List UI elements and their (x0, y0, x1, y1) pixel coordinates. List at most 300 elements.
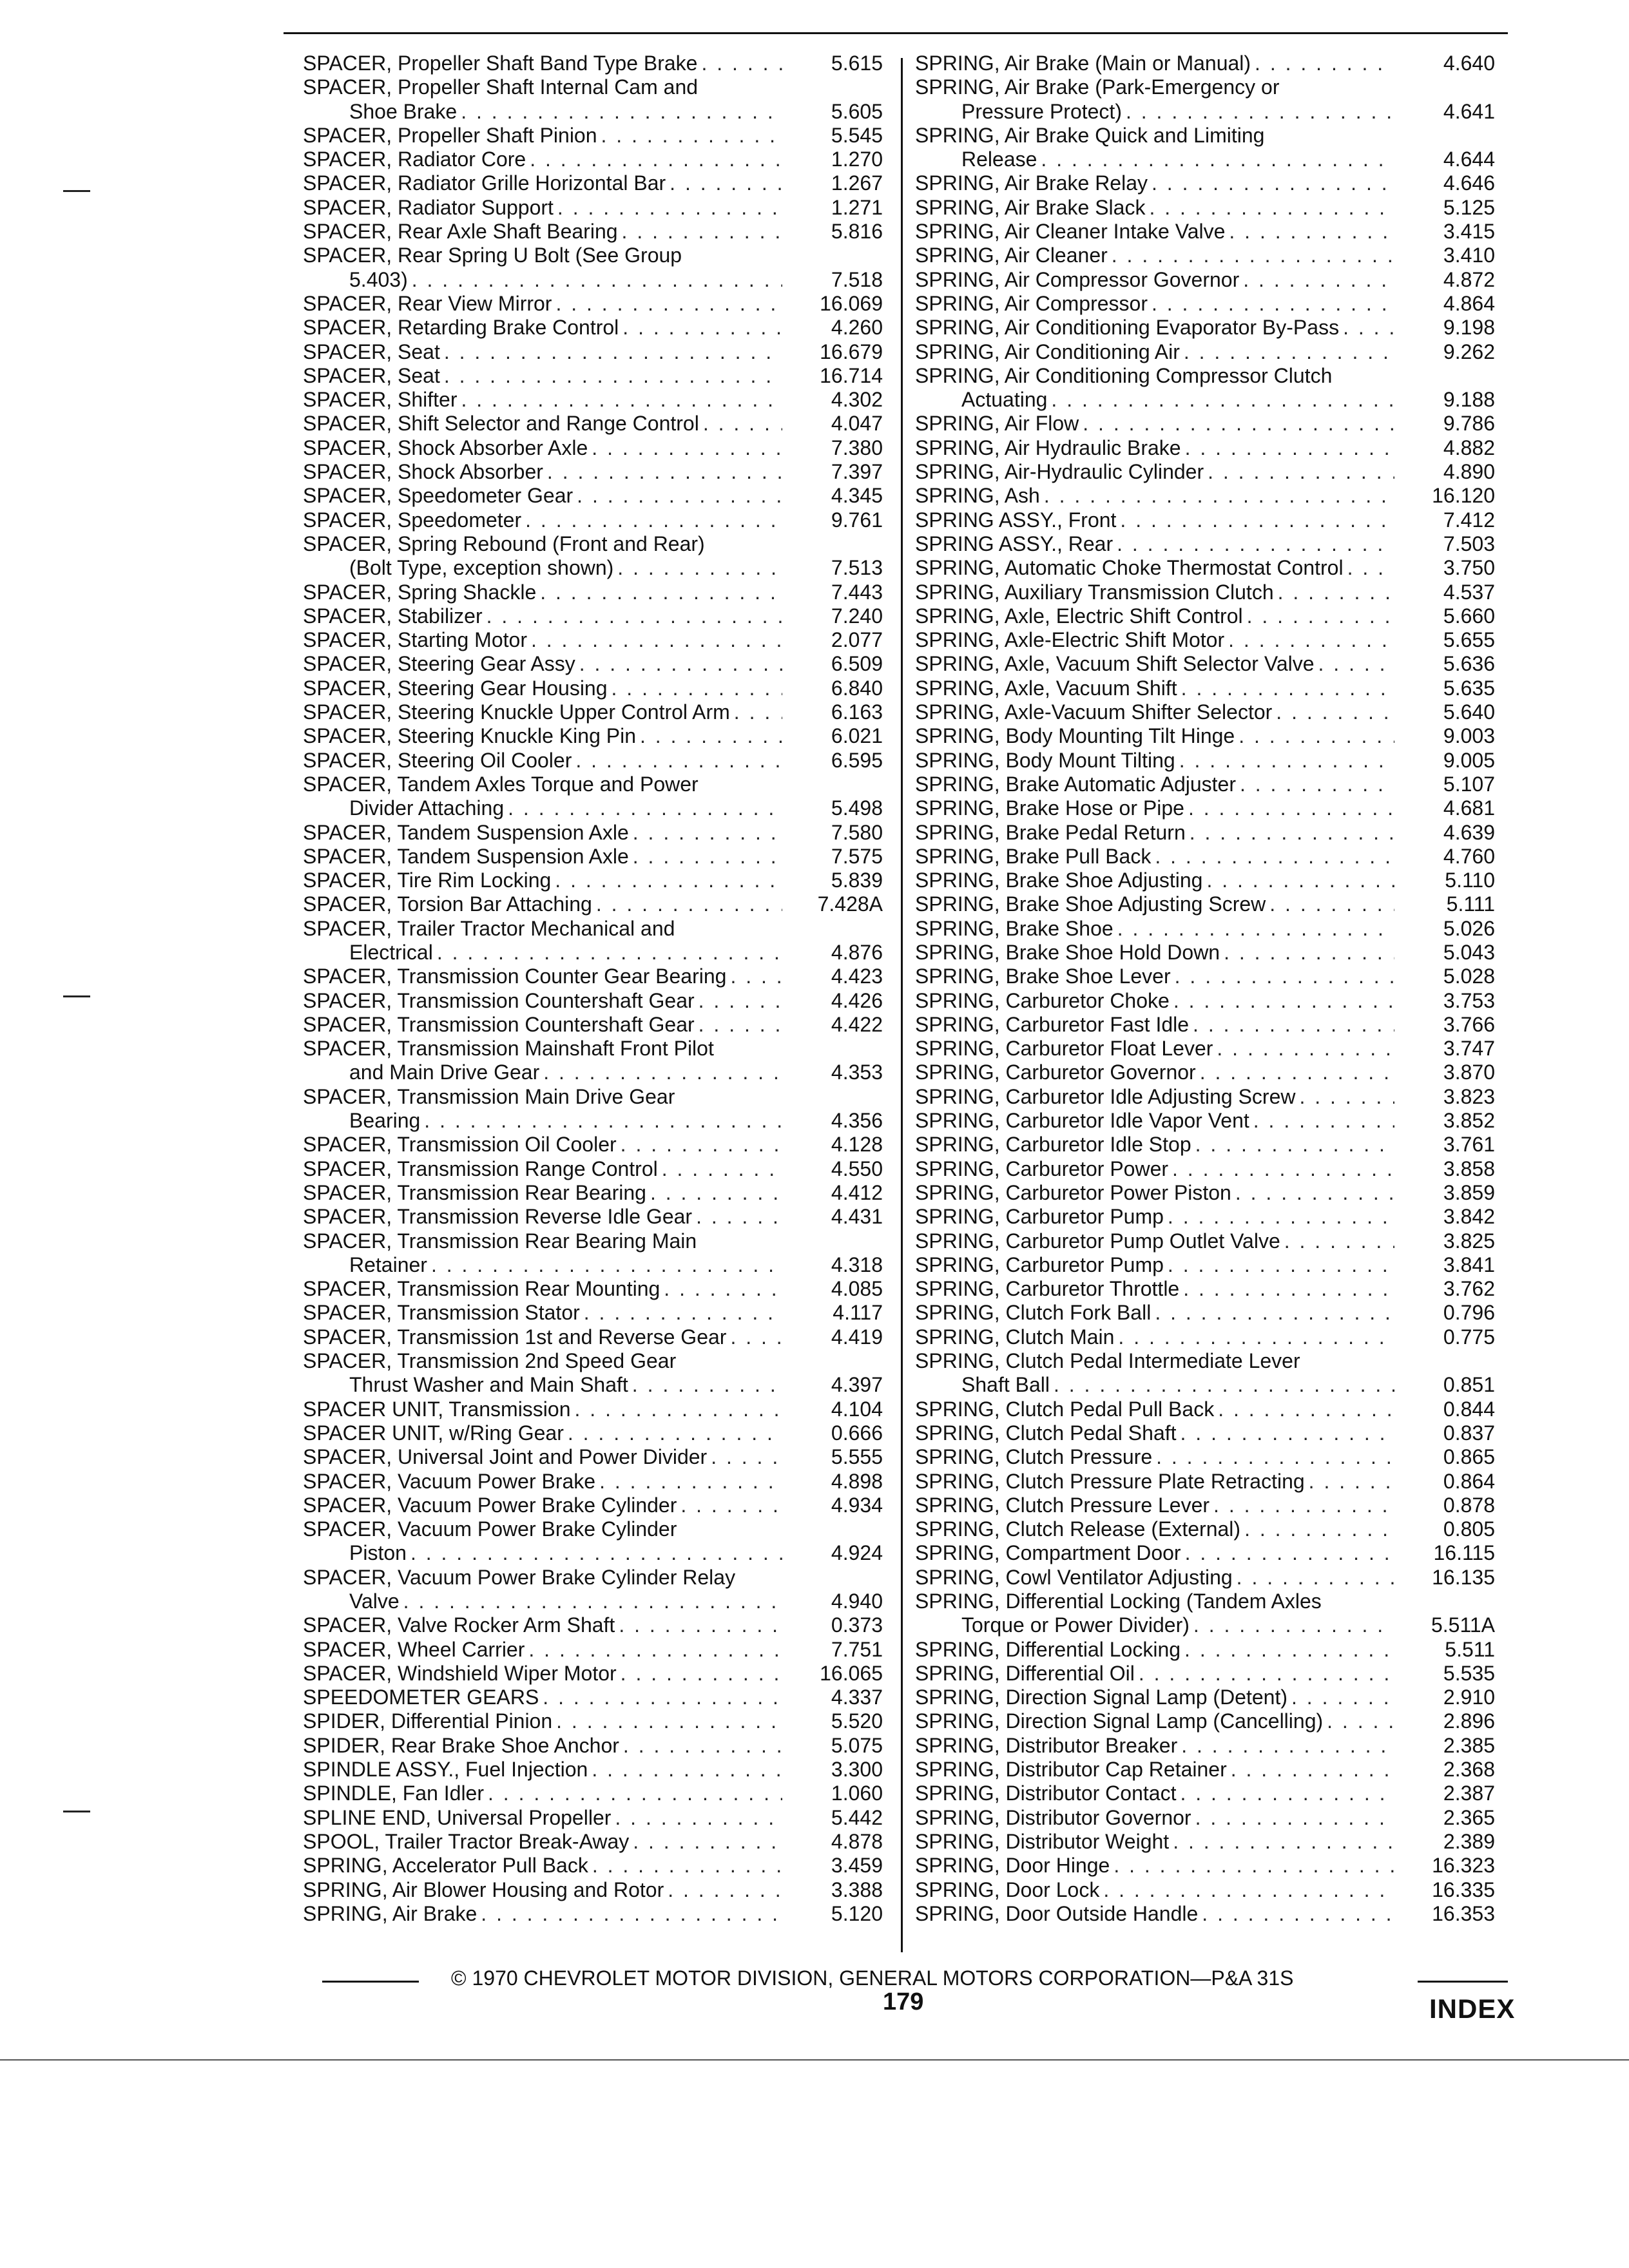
leader-dots (557, 196, 782, 220)
entry-text: SPACER, Speedometer Gear (303, 484, 574, 508)
section-reference: 4.641 (1443, 99, 1495, 123)
leader-dots (444, 364, 782, 388)
leader-dots (575, 1398, 783, 1421)
margin-mark (63, 995, 90, 997)
section-reference: 2.389 (1443, 1829, 1495, 1853)
leader-dots (711, 1445, 782, 1469)
leader-dots (1149, 196, 1394, 220)
section-reference: 5.555 (831, 1445, 883, 1469)
index-entry (915, 1205, 1495, 1229)
section-reference: 5.107 (1443, 772, 1495, 796)
index-entry (915, 412, 1495, 436)
section-reference: 5.636 (1443, 652, 1495, 676)
leader-dots (592, 1854, 782, 1878)
leader-dots (1179, 749, 1394, 773)
section-reference: 0.796 (1443, 1301, 1495, 1325)
section-reference: 5.615 (831, 52, 883, 75)
leader-dots (617, 556, 782, 580)
index-entry (915, 604, 1495, 628)
section-reference: 0.864 (1443, 1469, 1495, 1493)
entry-text: SPACER, Transmission 1st and Reverse Gear (303, 1325, 727, 1349)
entry-text: SPACER, Transmission Reverse Idle Gear (303, 1205, 693, 1229)
index-entry (303, 148, 883, 171)
leader-dots (650, 1181, 782, 1205)
section-reference: 2.385 (1443, 1733, 1495, 1757)
leader-dots (1184, 1638, 1394, 1662)
index-entry (303, 1566, 883, 1614)
index-entry (915, 1566, 1495, 1590)
index-entry (915, 1085, 1495, 1109)
leader-dots (1152, 171, 1394, 195)
entry-text: SPRING, Differential Locking (915, 1637, 1181, 1661)
leader-dots (1120, 508, 1394, 532)
section-reference: 4.431 (831, 1205, 883, 1229)
section-reference: 9.761 (831, 508, 883, 532)
section-reference: 5.026 (1443, 916, 1495, 940)
leader-dots (555, 869, 782, 892)
entry-text: SPRING, Clutch Pressure Lever (915, 1493, 1210, 1517)
section-reference: 4.646 (1443, 171, 1495, 195)
entry-text: SPRING, Brake Hose or Pipe (915, 796, 1184, 820)
entry-text: 5.403) (349, 267, 408, 291)
index-entry (303, 124, 883, 148)
leader-dots (1224, 941, 1394, 965)
section-reference: 3.415 (1443, 220, 1495, 244)
entry-text: Shoe Brake (349, 99, 458, 123)
section-reference: 5.640 (1443, 700, 1495, 724)
index-entry (915, 1517, 1495, 1541)
leader-dots (556, 1709, 782, 1733)
index-entry (303, 1013, 883, 1037)
section-reference: 5.075 (831, 1733, 883, 1757)
section-reference: 7.575 (831, 844, 883, 868)
section-reference: 3.761 (1443, 1133, 1495, 1157)
index-entry (303, 1085, 883, 1133)
entry-text: SPRING, Brake Shoe Hold Down (915, 940, 1220, 964)
section-reference: 3.852 (1443, 1109, 1495, 1133)
leader-dots (619, 1613, 782, 1637)
index-entry (915, 1061, 1495, 1084)
entry-text: SPRING, Distributor Weight (915, 1829, 1170, 1853)
top-rule (284, 32, 1508, 34)
entry-text: SPACER, Shift Selector and Range Control (303, 412, 699, 436)
entry-text: SPRING, Compartment Door (915, 1541, 1181, 1565)
section-reference: 1.270 (831, 148, 883, 171)
entry-text: SPRING, Axle, Electric Shift Control (915, 604, 1243, 628)
section-reference: 4.260 (831, 316, 883, 340)
section-reference: 3.747 (1443, 1037, 1495, 1061)
entry-text: SPACER, Transmission Oil Cooler (303, 1133, 617, 1157)
entry-text: SPRING, Axle-Electric Shift Motor (915, 628, 1225, 652)
index-entry (915, 1709, 1495, 1733)
leader-dots (543, 1061, 782, 1084)
index-entry (915, 171, 1495, 195)
entry-text: SPRING, Air Brake (Main or Manual) (915, 52, 1251, 75)
leader-dots (1213, 1494, 1394, 1517)
entry-text: SPACER, Windshield Wiper Motor (303, 1661, 617, 1685)
index-entry (915, 316, 1495, 340)
entry-text: Divider Attaching (349, 796, 505, 820)
index-entry (303, 1229, 883, 1278)
section-reference: 4.640 (1443, 52, 1495, 75)
section-reference: 6.595 (831, 748, 883, 772)
index-entry (303, 1037, 883, 1085)
leader-dots (1117, 917, 1394, 941)
entry-text: SPACER, Shifter (303, 388, 458, 412)
section-reference: 2.365 (1443, 1805, 1495, 1829)
index-entry (915, 965, 1495, 988)
index-entry (303, 1517, 883, 1566)
index-entry (303, 460, 883, 484)
section-reference: 2.896 (1443, 1709, 1495, 1733)
leader-dots (1051, 388, 1394, 412)
index-entry (915, 1902, 1495, 1926)
entry-text: SPRING, Axle-Vacuum Shifter Selector (915, 700, 1273, 724)
entry-text: SPRING, Brake Shoe (915, 916, 1113, 940)
index-entry (915, 1830, 1495, 1854)
entry-text: SPRING, Air Conditioning Evaporator By-Pass (915, 316, 1340, 340)
leader-dots (1113, 1854, 1394, 1878)
entry-text: SPRING, Differential Locking (Tandem Axles (915, 1590, 1322, 1613)
leader-dots (410, 1541, 782, 1565)
section-reference: 4.085 (831, 1277, 883, 1301)
index-entry (303, 1782, 883, 1805)
leader-dots (623, 1734, 782, 1758)
section-reference: 4.537 (1443, 580, 1495, 604)
section-reference: 4.128 (831, 1133, 883, 1157)
entry-text: SPACER, Steering Knuckle Upper Control Arm (303, 700, 730, 724)
entry-text: SPACER, Universal Joint and Power Divider (303, 1445, 708, 1469)
entry-text: SPRING, Cowl Ventilator Adjusting (915, 1565, 1233, 1589)
entry-text: SPRING, Air Brake Slack (915, 195, 1146, 219)
section-reference: 6.163 (831, 700, 883, 724)
section-reference: 4.337 (831, 1686, 883, 1709)
leader-dots (1155, 1301, 1394, 1325)
leader-dots (1193, 1613, 1394, 1637)
entry-text: SPRING, Air Brake Relay (915, 171, 1148, 195)
index-entry (915, 1229, 1495, 1253)
entry-text: SPACER, Vacuum Power Brake Cylinder Relay (303, 1565, 736, 1589)
index-entry (915, 364, 1495, 412)
entry-text: SPACER, Propeller Shaft Pinion (303, 123, 597, 147)
leader-dots (1247, 604, 1394, 628)
index-entry (915, 869, 1495, 892)
entry-text: SPINDLE ASSY., Fuel Injection (303, 1758, 588, 1782)
leader-dots (730, 1325, 782, 1349)
section-reference: 0.851 (1443, 1373, 1495, 1397)
leader-dots (412, 268, 782, 292)
entry-text: SPACER, Rear Spring U Bolt (See Group (303, 244, 682, 267)
section-reference: 16.714 (820, 363, 883, 387)
index-entry (303, 1638, 883, 1662)
entry-text: SPACER, Transmission Main Drive Gear (303, 1084, 675, 1108)
leader-dots (1180, 1782, 1394, 1805)
entry-text: SPRING, Air Conditioning Air (915, 340, 1180, 363)
entry-text: SPRING, Air Brake (303, 1901, 477, 1925)
leader-dots (1202, 1902, 1394, 1926)
entry-text: SPACER, Transmission Rear Bearing (303, 1180, 646, 1204)
section-reference: 4.423 (831, 965, 883, 988)
index-entry (303, 1613, 883, 1637)
entry-text: SPACER, Transmission Counter Gear Bearing (303, 965, 727, 988)
index-entry (915, 292, 1495, 316)
index-entry (915, 1854, 1495, 1878)
leader-dots (734, 700, 782, 724)
index-entry (303, 412, 883, 436)
entry-text: SPACER, Transmission Rear Mounting (303, 1277, 660, 1301)
leader-dots (1291, 1686, 1394, 1709)
entry-text: SPACER, Transmission Countershaft Gear (303, 1012, 695, 1036)
entry-text: SPRING, Clutch Pedal Shaft (915, 1421, 1177, 1445)
index-entry (303, 677, 883, 700)
entry-text: SPIDER, Rear Brake Shoe Anchor (303, 1733, 619, 1757)
section-reference: 4.864 (1443, 291, 1495, 315)
leader-dots (488, 1782, 782, 1805)
leader-dots (1155, 845, 1394, 869)
section-reference: 7.443 (831, 580, 883, 604)
index-entry (303, 869, 883, 892)
entry-text: SPACER, Steering Gear Assy (303, 652, 575, 676)
leader-dots (547, 460, 782, 484)
leader-dots (461, 388, 782, 412)
section-reference: 4.924 (831, 1541, 883, 1565)
leader-dots (1200, 1061, 1394, 1084)
leader-dots (528, 1638, 782, 1662)
bottom-rule (0, 2059, 1629, 2061)
leader-dots (632, 1373, 782, 1397)
leader-dots (1347, 556, 1394, 580)
entry-text: SPRING ASSY., Rear (915, 532, 1113, 555)
leader-dots (703, 412, 782, 436)
index-entry (303, 340, 883, 364)
entry-text: Pressure Protect) (961, 99, 1122, 123)
section-reference: 2.077 (831, 628, 883, 652)
entry-text: Torque or Power Divider) (961, 1613, 1190, 1637)
index-entry (915, 1878, 1495, 1902)
leader-dots (601, 124, 782, 148)
entry-text: SPRING, Brake Shoe Adjusting (915, 869, 1203, 892)
leader-dots (592, 1758, 782, 1782)
entry-text: SPACER, Vacuum Power Brake (303, 1469, 596, 1493)
entry-text: Piston (349, 1541, 407, 1565)
section-reference: 5.511A (1431, 1613, 1495, 1637)
index-entry (915, 1686, 1495, 1709)
index-entry (915, 1758, 1495, 1782)
section-reference: 5.498 (831, 796, 883, 820)
leader-dots (1117, 532, 1394, 556)
index-entry (915, 244, 1495, 267)
leader-dots (530, 148, 782, 171)
entry-text: SPRING, Clutch Release (External) (915, 1517, 1241, 1541)
copyright-notice: © 1970 CHEVROLET MOTOR DIVISION, GENERAL MOTORS CORPORATION—P&A 31S (451, 1966, 1294, 1990)
leader-dots (1276, 700, 1394, 724)
section-reference: 2.910 (1443, 1686, 1495, 1709)
entry-text: SPACER UNIT, Transmission (303, 1397, 571, 1421)
section-reference: 7.428A (817, 892, 883, 916)
index-entry (303, 316, 883, 340)
index-entry (303, 1349, 883, 1398)
section-reference: 4.426 (831, 988, 883, 1012)
entry-text: SPRING, Axle, Vacuum Shift Selector Valve (915, 652, 1315, 676)
section-reference: 5.655 (1443, 628, 1495, 652)
leader-dots (1083, 412, 1394, 436)
entry-text: SPACER, Retarding Brake Control (303, 316, 619, 340)
index-entry (915, 436, 1495, 460)
index-entry (915, 1277, 1495, 1301)
section-reference: 9.198 (1443, 316, 1495, 340)
entry-text: SPACER, Tire Rim Locking (303, 869, 552, 892)
entry-text: SPRING, Carburetor Fast Idle (915, 1012, 1190, 1036)
entry-text: SPRING, Body Mount Tilting (915, 748, 1175, 772)
leader-dots (1181, 1734, 1394, 1758)
leader-dots (1208, 460, 1394, 484)
index-entry (915, 1494, 1495, 1517)
index-entry (915, 340, 1495, 364)
leader-dots (592, 436, 782, 460)
index-entry (303, 220, 883, 244)
entry-text: SPACER, Transmission Mainshaft Front Pilot (303, 1037, 714, 1061)
leader-dots (1044, 484, 1394, 508)
index-entry (303, 845, 883, 869)
leader-dots (487, 604, 782, 628)
leader-dots (1168, 1253, 1394, 1277)
index-entry (303, 965, 883, 988)
leader-dots (633, 845, 782, 869)
entry-text: SPACER, Radiator Grille Horizontal Bar (303, 171, 666, 195)
entry-text: SPACER, Speedometer (303, 508, 522, 532)
entry-text: SPACER, Transmission Rear Bearing Main (303, 1229, 697, 1253)
section-reference: 7.412 (1443, 508, 1495, 532)
entry-text: SPINDLE, Fan Idler (303, 1782, 484, 1805)
section-reference: 4.898 (831, 1469, 883, 1493)
index-entry (915, 1133, 1495, 1157)
index-entry (303, 1445, 883, 1469)
leader-dots (1195, 1806, 1394, 1830)
entry-text: SPRING, Air Flow (915, 412, 1079, 436)
section-reference: 16.120 (1432, 484, 1495, 508)
entry-text: SPACER, Radiator Core (303, 148, 526, 171)
entry-text: SPACER, Shock Absorber Axle (303, 436, 588, 459)
entry-text: SPRING, Air Cleaner (915, 244, 1108, 267)
entry-text: SPRING, Air Compressor Governor (915, 267, 1240, 291)
entry-text: SPRING, Distributor Governor (915, 1805, 1191, 1829)
entry-text: SPACER, Rear View Mirror (303, 291, 552, 315)
index-entry (915, 724, 1495, 748)
entry-text: SPRING, Clutch Main (915, 1325, 1115, 1349)
entry-text: Thrust Washer and Main Shaft (349, 1373, 628, 1397)
leader-dots (680, 1494, 782, 1517)
index-entry (915, 220, 1495, 244)
index-entry (303, 989, 883, 1013)
index-entry (303, 532, 883, 581)
leader-dots (1190, 821, 1394, 845)
index-entry (303, 724, 883, 748)
section-reference: 0.878 (1443, 1493, 1495, 1517)
entry-text: SPACER, Steering Gear Housing (303, 676, 608, 700)
section-reference: 0.837 (1443, 1421, 1495, 1445)
section-reference: 4.412 (831, 1180, 883, 1204)
section-reference: 5.660 (1443, 604, 1495, 628)
index-entry (915, 508, 1495, 532)
section-reference: 7.380 (831, 436, 883, 459)
leader-dots (1278, 581, 1394, 604)
leader-dots (1243, 268, 1394, 292)
section-reference: 6.509 (831, 652, 883, 676)
entry-text: SPRING, Clutch Pressure Plate Retracting (915, 1469, 1305, 1493)
entry-text: SPRING, Carburetor Power (915, 1157, 1169, 1180)
index-entry (915, 581, 1495, 604)
index-entry (303, 484, 883, 508)
section-reference: 4.940 (831, 1590, 883, 1613)
index-entry (915, 1734, 1495, 1758)
leader-dots (1218, 1398, 1394, 1421)
entry-text: SPRING, Carburetor Governor (915, 1061, 1196, 1084)
entry-text: SPRING, Carburetor Choke (915, 988, 1170, 1012)
index-entry (915, 484, 1495, 508)
index-entry (303, 1494, 883, 1517)
leader-dots (612, 677, 782, 700)
leader-dots (596, 892, 782, 916)
leader-dots (701, 52, 782, 75)
section-label: INDEX (1429, 1994, 1516, 2024)
index-entry (915, 845, 1495, 869)
section-reference: 3.842 (1443, 1205, 1495, 1229)
leader-dots (1184, 340, 1394, 364)
section-reference: 4.639 (1443, 820, 1495, 844)
leader-dots (1255, 52, 1394, 75)
index-entry (303, 892, 883, 916)
index-entry (915, 796, 1495, 820)
index-entry (915, 677, 1495, 700)
section-reference: 4.882 (1443, 436, 1495, 459)
entry-text: SPOOL, Trailer Tractor Break-Away (303, 1829, 630, 1853)
section-reference: 5.120 (831, 1901, 883, 1925)
leader-dots (696, 1205, 782, 1229)
section-reference: 16.135 (1432, 1565, 1495, 1589)
leader-dots (1118, 1325, 1394, 1349)
section-reference: 6.840 (831, 676, 883, 700)
entry-text: SPACER, Tandem Suspension Axle (303, 844, 629, 868)
index-entry (915, 1662, 1495, 1686)
index-entry (303, 292, 883, 316)
section-reference: 4.422 (831, 1012, 883, 1036)
right-index-column (915, 52, 1495, 1926)
leader-dots (444, 340, 782, 364)
section-reference: 3.825 (1443, 1229, 1495, 1253)
section-reference: 4.104 (831, 1397, 883, 1421)
leader-dots (1229, 220, 1394, 244)
index-entry (303, 1734, 883, 1758)
index-entry (915, 1157, 1495, 1181)
leader-dots (633, 821, 782, 845)
leader-dots (1173, 1830, 1394, 1854)
entry-text: SPACER, Stabilizer (303, 604, 483, 628)
index-entry (303, 436, 883, 460)
index-entry (303, 1398, 883, 1421)
entry-text: SPRING, Clutch Fork Ball (915, 1301, 1152, 1325)
entry-text: SPRING, Air-Hydraulic Cylinder (915, 460, 1204, 484)
section-reference: 7.751 (831, 1637, 883, 1661)
entry-text: SPRING, Air Compressor (915, 291, 1148, 315)
leader-dots (1103, 1878, 1394, 1902)
index-entry (303, 749, 883, 773)
section-reference: 9.188 (1443, 388, 1495, 412)
leader-dots (1112, 244, 1394, 267)
section-reference: 5.111 (1446, 892, 1495, 916)
index-entry (303, 1758, 883, 1782)
entry-text: SPRING, Brake Automatic Adjuster (915, 772, 1236, 796)
entry-text: SPRING, Differential Oil (915, 1661, 1135, 1685)
